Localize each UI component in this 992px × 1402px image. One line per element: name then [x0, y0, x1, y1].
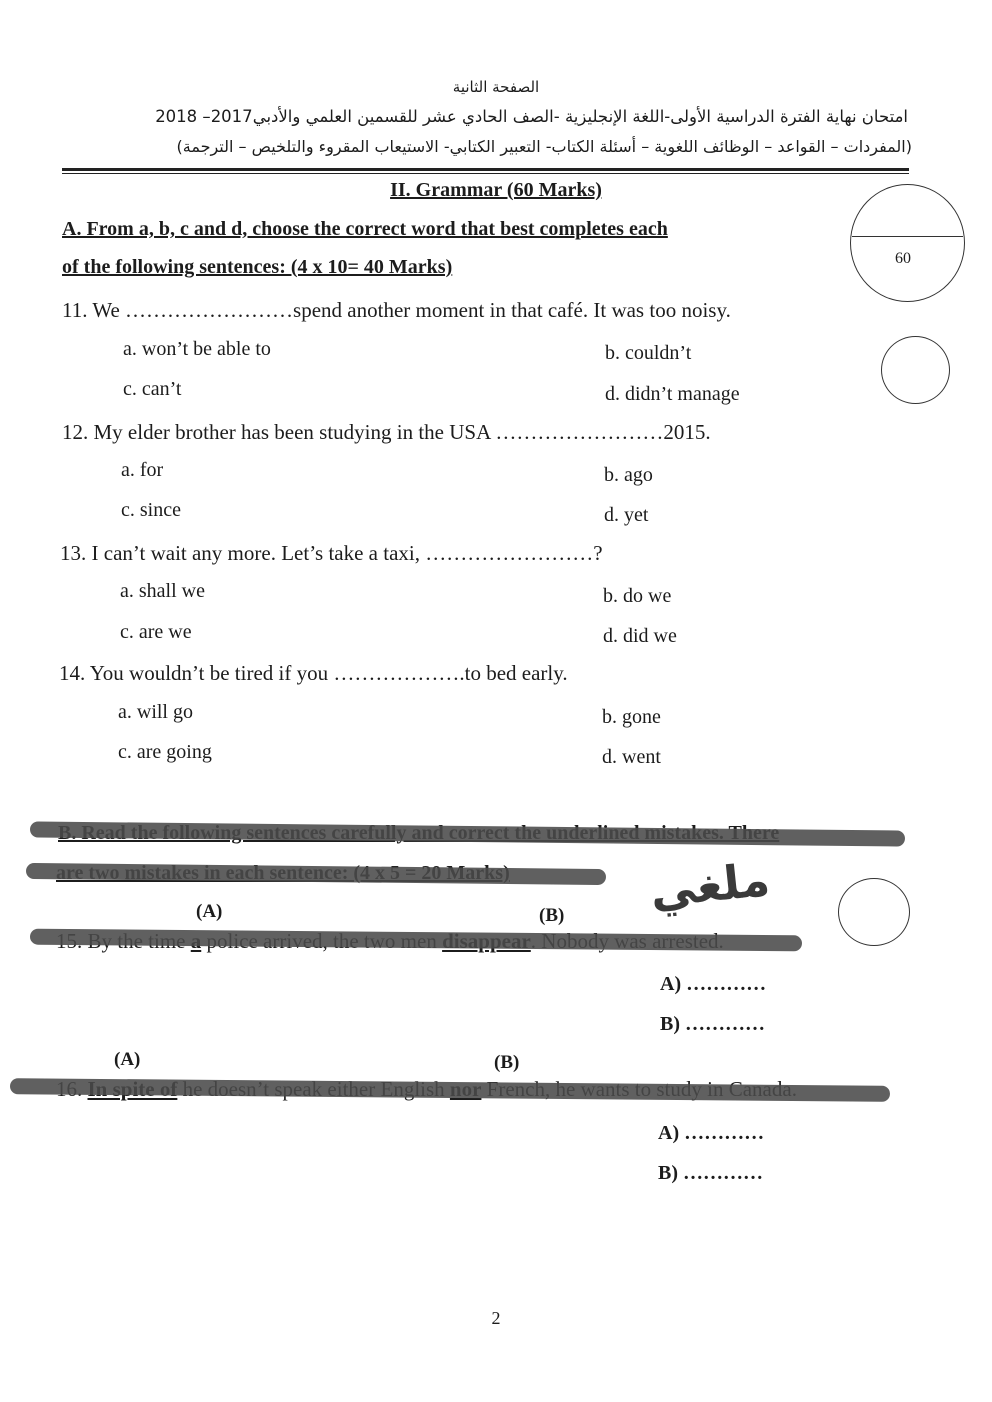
- question-11-option-b: b. couldn’t: [605, 342, 692, 364]
- exam-topics: (المفردات – القواعد – الوظائف اللغوية – أسئلة الكتاب- التعبير الكتابي- الاستيعاب المقروء والتلخيص – الترجمة): [176, 137, 912, 156]
- question-13-option-c: c. are we: [120, 621, 192, 643]
- question-15-label-a: (A): [196, 901, 223, 922]
- header-divider-thin: [62, 173, 909, 174]
- question-12-stem: 12. My elder brother has been studying in the USA ……………………2015.: [62, 420, 711, 444]
- question-16-answer-b: B) …………: [658, 1162, 763, 1184]
- question-12-option-a: a. for: [121, 459, 164, 481]
- marks-total: 60: [895, 250, 911, 267]
- question-16-label-b: (B): [494, 1052, 520, 1073]
- question-15-label-b: (B): [539, 905, 565, 926]
- score-circle: [838, 878, 910, 946]
- part-a-instruction-1: A. From a, b, c and d, choose the correct word that best completes each: [62, 218, 668, 240]
- header-divider: [62, 168, 909, 171]
- page-number: 2: [491, 1308, 501, 1328]
- question-11-option-c: c. can’t: [123, 378, 182, 400]
- question-14-option-d: d. went: [602, 746, 661, 768]
- question-16-answer-a: A) …………: [658, 1122, 765, 1144]
- question-13-option-b: b. do we: [603, 585, 672, 607]
- section-title: II. Grammar (60 Marks): [390, 179, 602, 201]
- exam-title: امتحان نهاية الفترة الدراسية الأولى-اللغة الإنجليزية -الصف الحادي عشر للقسمين العلمي والأدبي2017– 2018: [155, 107, 908, 126]
- question-14-option-c: c. are going: [118, 741, 212, 763]
- question-15-answer-a: A) …………: [660, 973, 767, 995]
- question-12-option-c: c. since: [121, 499, 181, 521]
- question-14-stem: 14. You wouldn’t be tired if you ……………….to bed early.: [59, 661, 568, 685]
- question-13-option-d: d. did we: [603, 625, 677, 647]
- question-11-option-d: d. didn’t manage: [605, 383, 740, 405]
- question-13-option-a: a. shall we: [120, 580, 205, 602]
- question-13-stem: 13. I can’t wait any more. Let’s take a taxi, ……………………?: [60, 541, 603, 565]
- question-15-answer-b: B) …………: [660, 1013, 765, 1035]
- question-14-option-a: a. will go: [118, 701, 193, 723]
- question-14-option-b: b. gone: [602, 706, 661, 728]
- question-11-option-a: a. won’t be able to: [123, 338, 271, 360]
- part-a-instruction-2: of the following sentences: (4 x 10= 40 Marks): [62, 256, 453, 278]
- marks-circle-divider: [852, 236, 963, 237]
- score-circle: [881, 336, 950, 404]
- marks-circle: [850, 184, 965, 302]
- handwritten-note: ملغي: [647, 851, 773, 919]
- question-11-stem: 11. We ……………………spend another moment in that café. It was too noisy.: [62, 298, 731, 322]
- page-label: الصفحة الثانية: [452, 78, 540, 96]
- question-12-option-b: b. ago: [604, 464, 653, 486]
- question-16-label-a: (A): [114, 1049, 141, 1070]
- question-12-option-d: d. yet: [604, 504, 649, 526]
